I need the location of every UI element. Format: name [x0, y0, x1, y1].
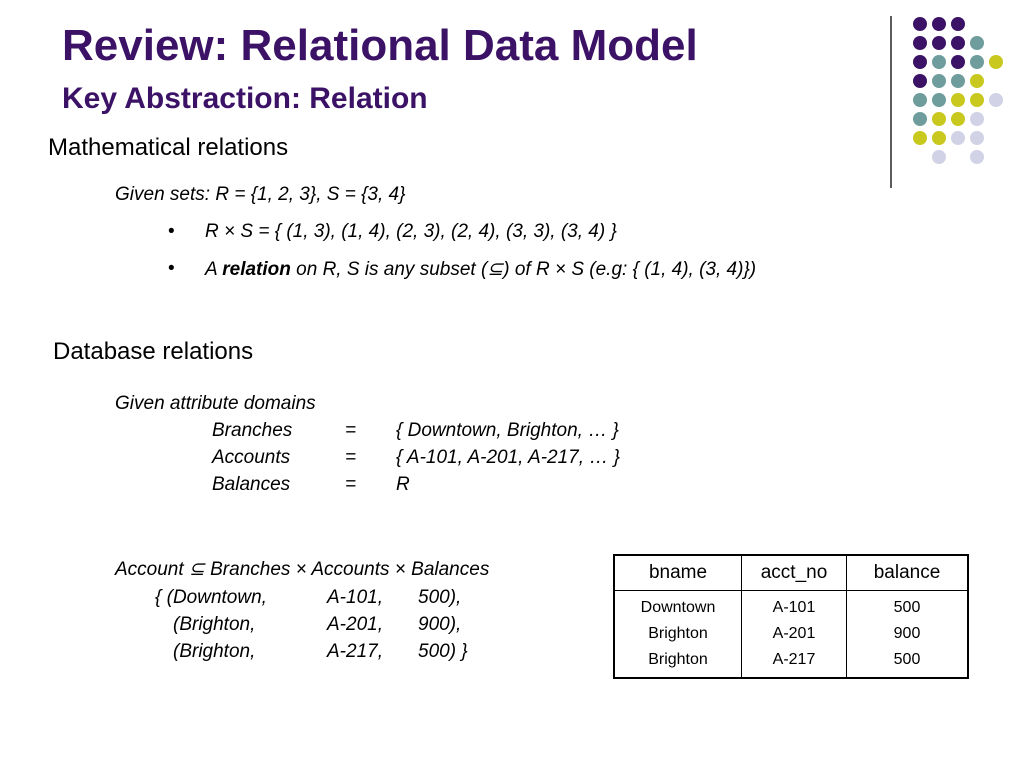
domain-equals: =	[345, 474, 357, 495]
decor-dot	[913, 74, 927, 88]
decor-dot	[913, 55, 927, 69]
math-given-sets: Given sets: R = {1, 2, 3}, S = {3, 4}	[115, 184, 406, 205]
table-cell: 900	[847, 621, 969, 647]
domain-name: Accounts	[212, 447, 291, 468]
column-header: acct_no	[742, 555, 847, 591]
domain-value: { Downtown, Brighton, … }	[396, 420, 619, 441]
decor-dot	[913, 93, 927, 107]
decor-dot	[932, 55, 946, 69]
table-cell: A-201	[742, 621, 847, 647]
tuple-acct: A-101,	[327, 587, 383, 608]
domain-name: Balances	[212, 474, 291, 495]
table-header-row	[614, 555, 968, 591]
tuple-bal: 500) }	[418, 641, 468, 662]
decor-dot	[932, 112, 946, 126]
decor-dot	[970, 93, 984, 107]
slide-title: Review: Relational Data Model	[62, 21, 698, 70]
decor-dot	[913, 17, 927, 31]
table-cell: Brighton	[614, 647, 742, 678]
table-cell: A-101	[742, 591, 847, 622]
decor-dot	[951, 74, 965, 88]
domain-equals: =	[345, 447, 357, 468]
tuple-bal: 900),	[418, 614, 462, 635]
decor-dot	[913, 112, 927, 126]
domain-name: Branches	[212, 420, 293, 441]
tuple-open: { (Downtown,	[155, 587, 267, 608]
column-header: bname	[614, 555, 742, 591]
slide-subtitle: Key Abstraction: Relation	[62, 82, 428, 115]
table-row	[614, 621, 968, 647]
domain-value: R	[396, 474, 410, 495]
decor-dot	[970, 36, 984, 50]
table-cell: Downtown	[614, 591, 742, 622]
decor-dot	[989, 93, 1003, 107]
decor-dot	[932, 17, 946, 31]
db-heading: Database relations	[53, 338, 254, 365]
decor-dot	[932, 150, 946, 164]
tuple-acct: A-217,	[327, 641, 383, 662]
table-row	[614, 591, 968, 622]
table-cell: 500	[847, 647, 969, 678]
decor-dot	[951, 131, 965, 145]
bullet-marker: •	[168, 258, 175, 279]
relation-term: relation	[222, 259, 291, 280]
decor-dot	[932, 74, 946, 88]
decor-dot	[932, 131, 946, 145]
decor-dot	[932, 93, 946, 107]
decor-dot	[970, 150, 984, 164]
decor-dot	[970, 131, 984, 145]
domain-value: { A-101, A-201, A-217, … }	[396, 447, 620, 468]
relation-def-prefix: A	[205, 259, 223, 280]
table-cell: Brighton	[614, 621, 742, 647]
bullet-marker: •	[168, 221, 175, 242]
table-row	[614, 647, 968, 678]
divider-line	[890, 16, 892, 188]
account-definition: Account ⊆ Branches × Accounts × Balances	[115, 559, 490, 580]
tuple-open: (Brighton,	[173, 614, 256, 635]
relation-def-suffix: on R, S is any subset (⊆) of R × S (e.g: { (1, 4), (3, 4)})	[290, 259, 757, 280]
domain-equals: =	[345, 420, 357, 441]
math-heading: Mathematical relations	[48, 134, 289, 161]
decor-dot	[951, 36, 965, 50]
decor-dot	[951, 112, 965, 126]
db-given-domains: Given attribute domains	[115, 393, 316, 414]
decor-dot	[951, 17, 965, 31]
decor-dot	[951, 55, 965, 69]
account-relation-table	[613, 554, 969, 679]
table-cell: 500	[847, 591, 969, 622]
table-cell: A-217	[742, 647, 847, 678]
cartesian-product-text: R × S = { (1, 3), (1, 4), (2, 3), (2, 4), (3, 3), (3, 4) }	[205, 221, 617, 242]
column-header: balance	[847, 555, 969, 591]
tuple-acct: A-201,	[327, 614, 383, 635]
tuple-open: (Brighton,	[173, 641, 256, 662]
relation-definition-text	[205, 258, 756, 281]
decor-dot	[970, 112, 984, 126]
decor-dot	[951, 93, 965, 107]
decor-dot	[970, 55, 984, 69]
tuple-bal: 500),	[418, 587, 462, 608]
decor-dot	[913, 36, 927, 50]
decor-dot	[970, 74, 984, 88]
decor-dot	[913, 131, 927, 145]
decor-dot	[932, 36, 946, 50]
decor-dot	[989, 55, 1003, 69]
